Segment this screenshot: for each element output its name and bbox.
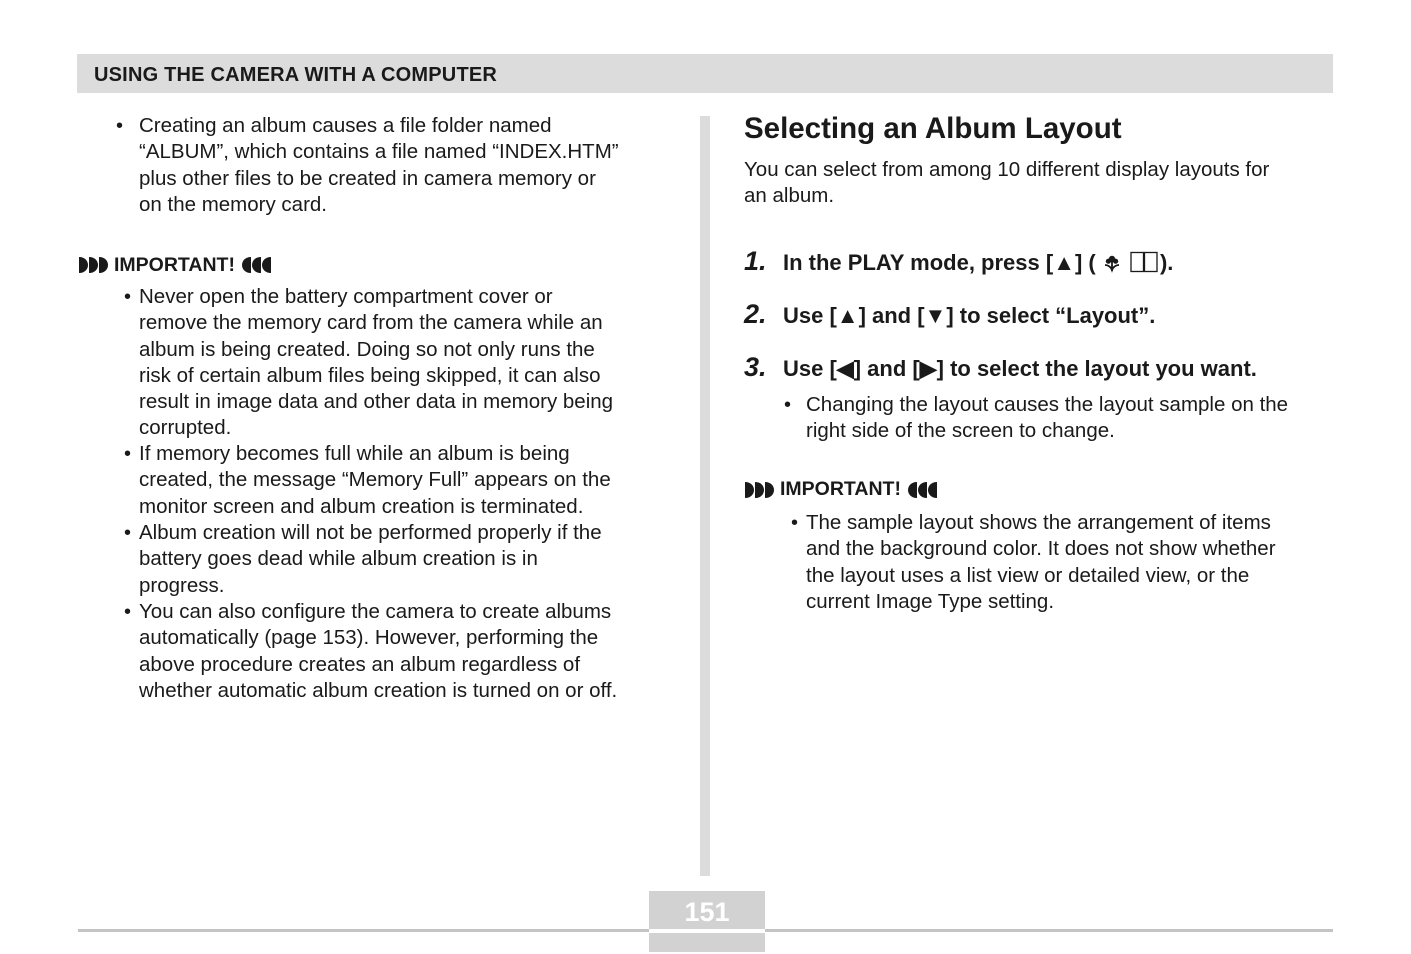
section-intro bbox=[744, 157, 1269, 210]
intro-bullet-text bbox=[139, 113, 619, 218]
important-item-text bbox=[806, 510, 1276, 615]
triple-arrow-right-icon bbox=[78, 255, 109, 275]
text-line: Album creation will not be performed properly if the bbox=[139, 521, 602, 544]
text-line: If memory becomes full while an album is being bbox=[139, 442, 570, 465]
text-line: current Image Type setting. bbox=[806, 589, 1055, 613]
important-label: IMPORTANT! bbox=[114, 254, 235, 276]
text-line: the layout uses a list view or detailed view, or the bbox=[806, 563, 1250, 587]
text-line: album is being created. Doing so not only runs the bbox=[139, 337, 595, 361]
bullet-marker: • bbox=[784, 394, 792, 416]
triple-arrow-right-icon bbox=[744, 480, 775, 500]
step-text: Use [◀] and [▶] to select the layout you want. bbox=[783, 356, 1257, 381]
text-line: risk of certain album files being skipped, it can also bbox=[139, 363, 601, 387]
important-heading bbox=[744, 478, 938, 501]
step-text: Use [▲] and [▼] to select “Layout”. bbox=[783, 303, 1156, 328]
section-title: Selecting an Album Layout bbox=[744, 112, 1122, 145]
important-item-text bbox=[139, 441, 611, 520]
step-3-note-text bbox=[806, 392, 1288, 445]
step-text-after: ). bbox=[1159, 250, 1174, 275]
text-line: above procedure creates an album regardless of bbox=[139, 652, 581, 676]
step-1 bbox=[744, 246, 1173, 277]
text-line: Never open the battery compartment cover or bbox=[139, 285, 553, 308]
text-line: You can also configure the camera to create albums bbox=[139, 600, 612, 623]
open-book-icon bbox=[1128, 251, 1160, 273]
macro-flower-icon bbox=[1102, 253, 1122, 273]
step-text bbox=[783, 250, 1173, 276]
text-line: whether automatic album creation is turned on or off. bbox=[139, 678, 618, 702]
important-label: IMPORTANT! bbox=[780, 478, 901, 500]
important-item-text bbox=[139, 599, 617, 704]
text-line: plus other files to be created in camera memory or bbox=[139, 166, 596, 190]
triple-arrow-left-icon bbox=[907, 480, 938, 500]
text-line: automatically (page 153). However, performing the bbox=[139, 626, 599, 650]
page-number: 151 bbox=[684, 897, 730, 927]
text-line: You can select from among 10 different display layouts for bbox=[744, 158, 1270, 181]
step-2 bbox=[744, 299, 1155, 330]
text-line: on the memory card. bbox=[139, 192, 327, 216]
step-text-before: In the PLAY mode, press [▲] ( bbox=[783, 250, 1096, 275]
bullet-marker: • bbox=[124, 522, 132, 544]
text-line: The sample layout shows the arrangement of items bbox=[806, 511, 1271, 534]
column-divider bbox=[700, 116, 710, 876]
step-3 bbox=[744, 352, 1257, 383]
important-item-text bbox=[139, 284, 613, 442]
step-number: 2. bbox=[744, 299, 767, 329]
text-line: progress. bbox=[139, 573, 225, 597]
text-line: “ALBUM”, which contains a file named “INDEX.HTM” bbox=[139, 140, 619, 164]
text-line: and the background color. It does not show whether bbox=[806, 537, 1276, 561]
step-number: 1. bbox=[744, 246, 767, 276]
text-line: created, the message “Memory Full” appears on the bbox=[139, 468, 611, 492]
important-heading bbox=[78, 252, 272, 278]
section-header-title: USING THE CAMERA WITH A COMPUTER bbox=[94, 64, 498, 86]
bullet-marker: • bbox=[116, 115, 124, 137]
bullet-marker: • bbox=[791, 512, 799, 534]
triple-arrow-left-icon bbox=[241, 255, 272, 275]
text-line: Creating an album causes a file folder named bbox=[139, 114, 552, 137]
important-item-text bbox=[139, 520, 602, 599]
section-header-bar bbox=[77, 54, 1333, 93]
bullet-marker: • bbox=[124, 286, 132, 308]
text-line: result in image data and other data in memory being bbox=[139, 390, 614, 414]
page-box-gap bbox=[649, 929, 765, 933]
text-line: battery goes dead while album creation is in bbox=[139, 547, 538, 571]
page-number-box bbox=[649, 891, 765, 952]
text-line: corrupted. bbox=[139, 416, 232, 440]
text-line: right side of the screen to change. bbox=[806, 419, 1115, 443]
text-line: monitor screen and album creation is terminated. bbox=[139, 494, 584, 518]
text-line: Changing the layout causes the layout sample on the bbox=[806, 393, 1289, 416]
text-line: remove the memory card from the camera while an bbox=[139, 311, 603, 335]
step-number: 3. bbox=[744, 352, 767, 382]
bullet-marker: • bbox=[124, 443, 132, 465]
bullet-marker: • bbox=[124, 601, 132, 623]
text-line: an album. bbox=[744, 184, 835, 208]
